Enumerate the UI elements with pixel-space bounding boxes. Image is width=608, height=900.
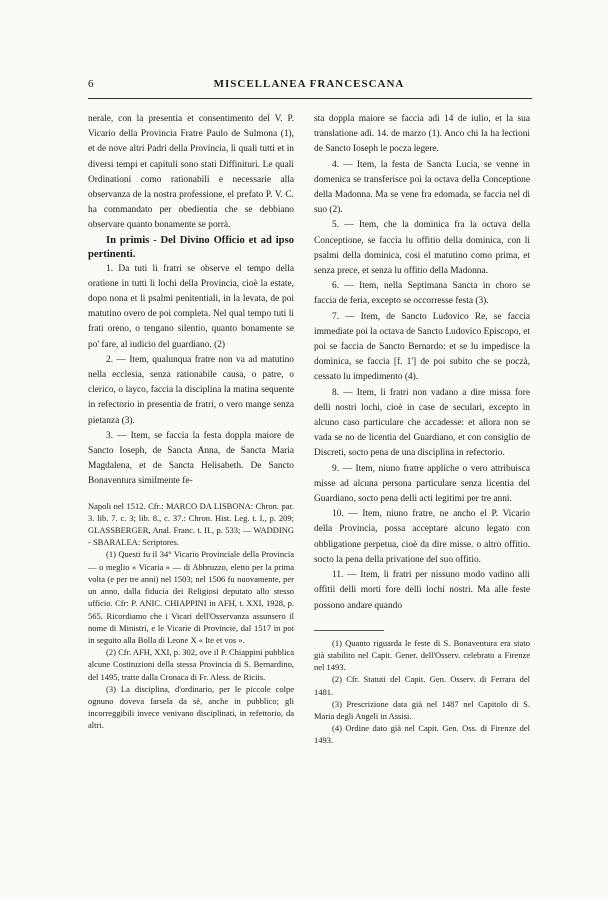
footnote-r1: (1) Quanto riguarda le feste di S. Bonaventura era stato già stabilito nel Capit. Gener. dell'Osserv. celebrato a Firenze nel 1493. [314, 637, 530, 673]
right-footnotes [314, 630, 530, 747]
article-8: 8. — Item, li fratri non vadano a dire missa fore delli nostri lochi, cioè in case de seculari, excepto in alcuno caso particulare che accadesse: et allora non se vada se no de licentia del Guardiano, et con consiglio de Discreti, socto pena de una disciplina in refectorio. [314, 387, 530, 459]
journal-title: MISCELLANEA FRANCESCANA [213, 78, 405, 90]
article-5: 5. — Item, che la dominica fra la octava della Conceptione, se faccia lu offitio della dominica, con li psalmi della dominica, cosi el matutino como prima, et senza prece, et senza lu offitio della Madonna. [314, 220, 530, 277]
left-footnotes [88, 500, 294, 732]
article-7: 7. — Item, de Sancto Ludovico Re, se faccia immediate poi la octava de Sancto Ludovico Episcopo, et poi se faccia de Sancto Bernardo: et se lu impedisce la dominica, se faccia [f. 1'] de poi subito che se poczà, cessato lu impedimento (4). [314, 311, 530, 383]
right-column [314, 112, 530, 747]
running-head [88, 78, 530, 94]
footnote-r2: (2) Cfr. Statuti del Capit. Gen. Osserv. di Ferrara del 1481. [314, 674, 530, 697]
footnote-rule [314, 630, 384, 631]
article-1: 1. Da tuti li fratri se observe el tempo della oratione in tutti li lochi della Provincia, cioè la estate, dopo nona et li psalmi penitentiali, in la levata, de poi matutino overo de poi completa. Nel qual tempo tuti li frati oreno, o tengano silentio, quanto bonamente se po' fare, al iudicio del guardiano. (2) [88, 263, 294, 350]
footnote-2: (2) Cfr. AFH, XXI, p. 302, ove il P. Chiappini pubblica alcune Costituzioni della stessa Provincia di S. Bernardino, del 1495, tratte dalla Cronaca di Fr. Aless. de Riciis. [88, 647, 294, 682]
section-heading: In primis - Del Divino Officio et ad ipso pertinenti. [88, 234, 294, 260]
footnote-r4: (4) Ordine dato già nel Capit. Gen. Oss. di Firenze del 1493. [314, 723, 530, 746]
intro-paragraph: nerale, con la presentia et consentimento del V. P. Vicario della Provincia Fratre Paulo de Sulmona (1), et de nove altri Padri della Provincia, li quali tutti et in diversi tempi et capituli sono stati Diffinituri. Le quali Ordinationi como rationabili e necessarie alla observanza de la nostra professione, el prefato P. V. C. ha commandato per obedientia che se debbiano observare quanto bonamente se porrà. [88, 114, 294, 231]
article-10: 10. — Item, niuno fratre, ne ancho el P. Vicario della Provincia, possa acceptare alcuno legato con obbligatione perpetua, cioè da dire misse. o altro offitio. socto la pena della privatione del suo offitio. [314, 509, 530, 565]
reference-line: Napoli nel 1512. Cfr.: MARCO DA LISBONA: Chron. par. 3. lib. 7. c. 3; lib. 8., c. 37.: Chron. Hist. Leg. t. I., p. 209; GLASSBERGER, Anal. Franc. t. II., p. 533; — WADDING - SBARALEA: Scriptores. [88, 500, 294, 548]
footnote-r3: (3) Prescrizione data già nel 1487 nel Capitolo di S. Maria degli Angeli in Assisi. [314, 698, 530, 721]
article-3: 3. — Item, se faccia la festa doppla maiore de Sancto Ioseph, de Sancta Anna, de Sancta Maria Magdalena, et de Sancta Helisabeth. De Sancto Bonaventura similmente fe- [88, 430, 294, 487]
continued-paragraph: sta doppla maiore se faccia adì 14 de iulio, et la sua translatione adì. 14. de marzo (1). Anco chi la ha lectioni de Sancto Ioseph le pocza legere. [314, 114, 530, 155]
article-6: 6. — Item, nella Septimana Sancta in choro se faccia de feria, excepto se occorresse festa (3). [314, 281, 530, 307]
article-2: 2. — Item, qualunqua fratre non va ad matutino nella ecclesia, senza rationabile causa, o patre, o clerico, o layco, faccia la disciplina la matina sequente in refectorio in presentia de fratri, o vero mange senza pietanza (3). [88, 354, 294, 426]
article-9: 9. — Item, niuno fratre applíche o vero attribuisca misse ad alcuna persona particulare senza licentia del Guardiano, socto pena delli acti legitimi per tre anni. [314, 463, 530, 505]
header-rule [88, 98, 532, 99]
footnote-3: (3) La disciplina, d'ordinario, per le piccole colpe ognuno doveva farsela da sè, anche in pubblico; gli incorreggibili invece venivano disciplinati, in refettorio, da altri. [88, 683, 294, 731]
article-4: 4. — Item, la festa de Sancta Lucia, se venne in domenica se transferisce poi la octava della Conceptione della Madonna. Ma se vene fra edomada, se faccia nel dì suo (2). [314, 159, 530, 216]
page-number: 6 [88, 78, 94, 90]
article-11: 11. — Item, li fratri per nissuno modo vadino alli offitii delli morti fore delli lochi nostri. Ma alle feste possono andare quando [314, 570, 530, 611]
footnote-1: (1) Questi fu il 34° Vicario Provinciale della Provincia — o meglio « Vicaria » — di Abbruzzo, eletto per la prima volta (e per tre anni) nel 1503; nel 1506 fu nuovamente, per un anno, dalla fiducia dei Religiosi deputato allo stesso ufficio. Cfr: P. ANIC. CHIAPPINI in AFH, t. XXI, 1928, p. 565. Ricordiamo che i Vicari dell'Osservanza assunsero il nome di Ministri, e le Vicarie di Provincie, dal 1517 in poi in seguito alla Bolla di Leone X « Ite et vos ». [88, 549, 294, 645]
left-column [88, 112, 294, 732]
